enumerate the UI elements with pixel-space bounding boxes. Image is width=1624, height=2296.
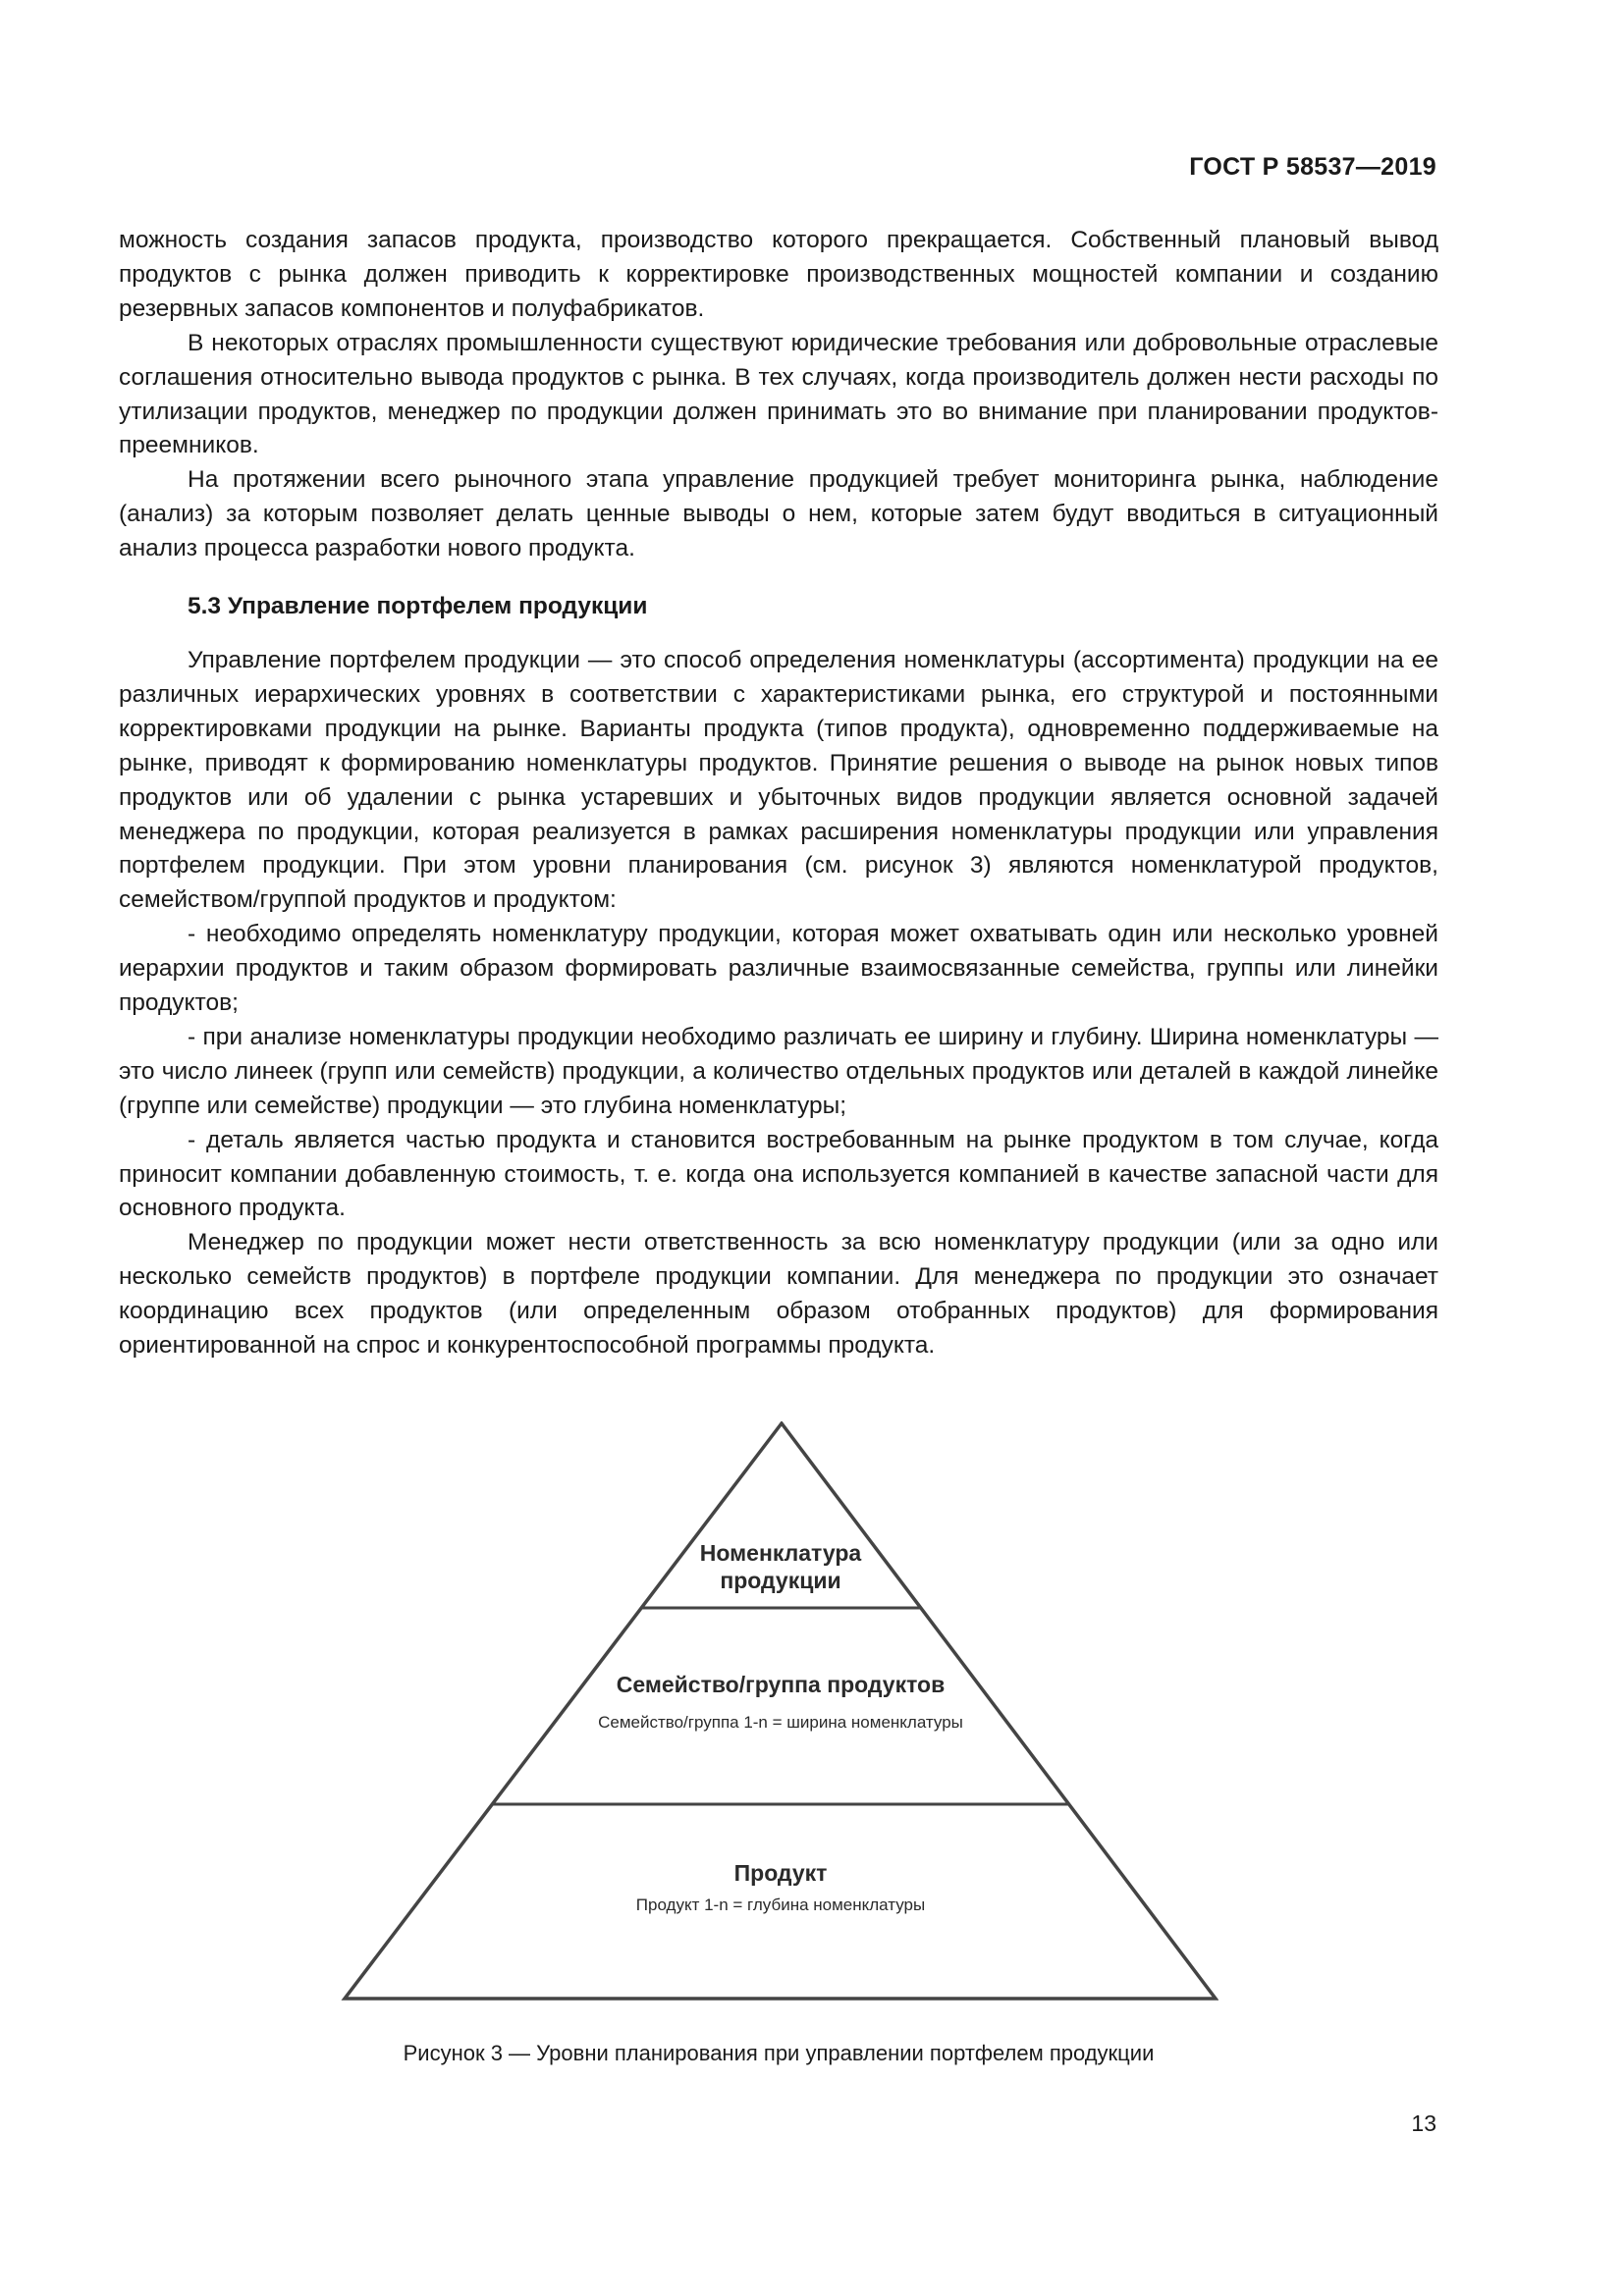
pyramid-level-2-subtitle: Семейство/группа 1-n = ширина номенклатуры xyxy=(598,1713,963,1732)
paragraph: можность создания запасов продукта, производство которого прекращается. Собственный плановый вывод продуктов с рынка должен приводить к корректировке производственных мощностей компании и созданию резервных запасов компонентов и полуфабрикатов. xyxy=(119,227,1438,322)
pyramid-level-1-title-line1: Номенклатура xyxy=(699,1540,862,1566)
pyramid-level-2-title: Семейство/группа продуктов xyxy=(616,1672,946,1697)
section-heading: 5.3 Управление портфелем продукции xyxy=(188,593,648,620)
pyramid-diagram xyxy=(339,1421,1218,2010)
paragraph: На протяжении всего рыночного этапа управление продукцией требует мониторинга рынка, наблюдение (анализ) за которым позволяет делать ценные выводы о нем, которые затем будут вводиться в ситуационный анализ процесса разработки нового продукта. xyxy=(119,466,1438,562)
paragraph: Менеджер по продукции может нести ответственность за всю номенклатуру продукции (или за одно или несколько семейств продуктов) в портфеле продукции компании. Для менеджера по продукции это означает координацию всех продуктов (или определенным образом отобранных продуктов) для формирования ориентированной на спрос и конкурентоспособной программы продукта. xyxy=(119,1229,1438,1360)
pyramid-figure xyxy=(339,1421,1218,2010)
list-item: - при анализе номенклатуры продукции необходимо различать ее ширину и глубину. Ширина номенклатуры — это число линеек (групп или семейств) продукции, а количество отдельных продуктов или деталей в каждой линейке (группе или семействе) продукции — это глубина номенклатуры; xyxy=(119,1023,1438,1119)
list-item: - необходимо определять номенклатуру продукции, которая может охватывать один или несколько уровней иерархии продуктов и таким образом формировать различные взаимосвязанные семейства, группы или линейки продуктов; xyxy=(119,921,1438,1017)
pyramid-level-3-title: Продукт xyxy=(733,1860,828,1886)
pyramid-level-3-subtitle: Продукт 1-n = глубина номенклатуры xyxy=(635,1896,926,1914)
page-number: 13 xyxy=(1411,2110,1436,2136)
paragraph: Управление портфелем продукции — это способ определения номенклатуры (ассортимента) продукции на ее различных иерархических уровнях в соответствии с характеристиками рынка, его структурой и постоянными корректировками продукции на рынке. Варианты продукта (типов продукта), одновременно поддерживаемые на рынке, приводят к формированию номенклатуры продуктов. Принятие решения о выводе на рынок новых типов продуктов или об удалении с рынка устаревших и убыточных видов продукции является основной задачей менеджера по продукции, которая реализуется в рамках расширения номенклатуры продукции или управления портфелем продукции. При этом уровни планирования (см. рисунок 3) являются номенклатурой продуктов, семейством/группой продуктов и продуктом: xyxy=(119,646,1438,914)
body-text xyxy=(119,224,1438,1363)
list-item: - деталь является частью продукта и становится востребованным на рынке продуктом в том случае, когда приносит компании добавленную стоимость, т. е. когда она используется компанией в качестве запасной части для основного продукта. xyxy=(119,1126,1438,1222)
paragraph: В некоторых отраслях промышленности существуют юридические требования или добровольные отраслевые соглашения относительно вывода продуктов с рынка. В тех случаях, когда производитель должен нести расходы по утилизации продуктов, менеджер по продукции должен принимать это во внимание при планировании продуктов-преемников. xyxy=(119,329,1438,459)
pyramid-level-1-title-line2: продукции xyxy=(720,1568,841,1593)
figure-caption: Рисунок 3 — Уровни планирования при управлении портфелем продукции xyxy=(403,2041,1155,2065)
standard-code-header: ГОСТ Р 58537—2019 xyxy=(1189,153,1436,181)
